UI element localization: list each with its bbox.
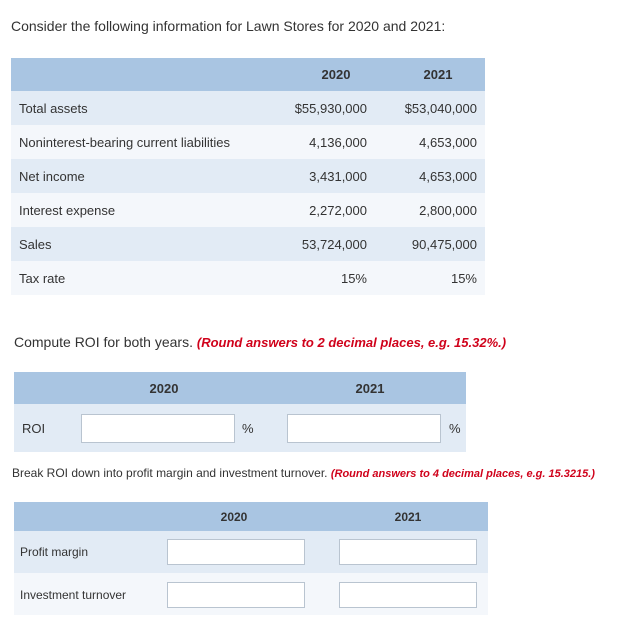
value-2020: 15%	[340, 271, 367, 286]
q2-text: Break ROI down into profit margin and investment turnover.	[12, 466, 328, 480]
roi-2020-input[interactable]	[81, 414, 235, 443]
profit-margin-2020-input[interactable]	[167, 539, 305, 565]
table-row	[11, 193, 485, 227]
value-2020: 4,136,000	[309, 135, 367, 150]
roi-2020-unit: %	[242, 421, 254, 436]
q1-hint: (Round answers to 2 decimal places, e.g. 15.32%.)	[196, 335, 507, 350]
q1-text: Compute ROI for both years.	[14, 334, 193, 350]
roi-2021-input[interactable]	[287, 414, 441, 443]
q2-header-2020: 2020	[220, 510, 248, 524]
investment-turnover-2021-input[interactable]	[339, 582, 477, 608]
roi-row	[14, 404, 466, 452]
row-label: Total assets	[19, 101, 88, 116]
value-2021: 4,653,000	[419, 135, 477, 150]
q2-header-2021: 2021	[394, 510, 422, 524]
table-row	[11, 91, 485, 125]
roi-header-2020: 2020	[149, 381, 179, 396]
table-row	[11, 159, 485, 193]
row-label: Sales	[19, 237, 52, 252]
table-row	[11, 261, 485, 295]
row-label: Tax rate	[19, 271, 66, 286]
q2-hint: (Round answers to 4 decimal places, e.g. 15.3215.)	[330, 468, 595, 480]
roi-header	[14, 372, 466, 404]
header-2020: 2020	[321, 67, 351, 82]
value-2021: 2,800,000	[419, 203, 477, 218]
roi-2021-unit: %	[449, 421, 461, 436]
value-2021: 90,475,000	[411, 237, 477, 252]
profit-margin-label: Profit margin	[20, 545, 89, 559]
data-table	[11, 58, 485, 295]
row-label: Noninterest-bearing current liabilities	[19, 135, 230, 150]
value-2020: 2,272,000	[309, 203, 367, 218]
q2-header	[14, 502, 488, 531]
table-row	[11, 125, 485, 159]
investment-turnover-label: Investment turnover	[20, 588, 127, 602]
roi-label: ROI	[22, 421, 46, 436]
investment-turnover-row	[14, 573, 488, 615]
intro-text: Consider the following information for Lawn Stores for 2020 and 2021:	[11, 18, 446, 34]
q2-prompt	[12, 466, 595, 480]
value-2020: 3,431,000	[309, 169, 367, 184]
value-2020: $55,930,000	[294, 101, 367, 116]
row-label: Net income	[19, 169, 85, 184]
table-header	[11, 58, 485, 91]
profit-margin-2021-input[interactable]	[339, 539, 477, 565]
value-2021: 15%	[450, 271, 477, 286]
q1-prompt	[14, 334, 506, 350]
value-2021: $53,040,000	[404, 101, 477, 116]
roi-header-2021: 2021	[355, 381, 385, 396]
header-2021: 2021	[423, 67, 453, 82]
row-label: Interest expense	[19, 203, 116, 218]
table-row	[11, 227, 485, 261]
investment-turnover-2020-input[interactable]	[167, 582, 305, 608]
value-2021: 4,653,000	[419, 169, 477, 184]
value-2020: 53,724,000	[301, 237, 367, 252]
profit-margin-row	[14, 531, 488, 573]
